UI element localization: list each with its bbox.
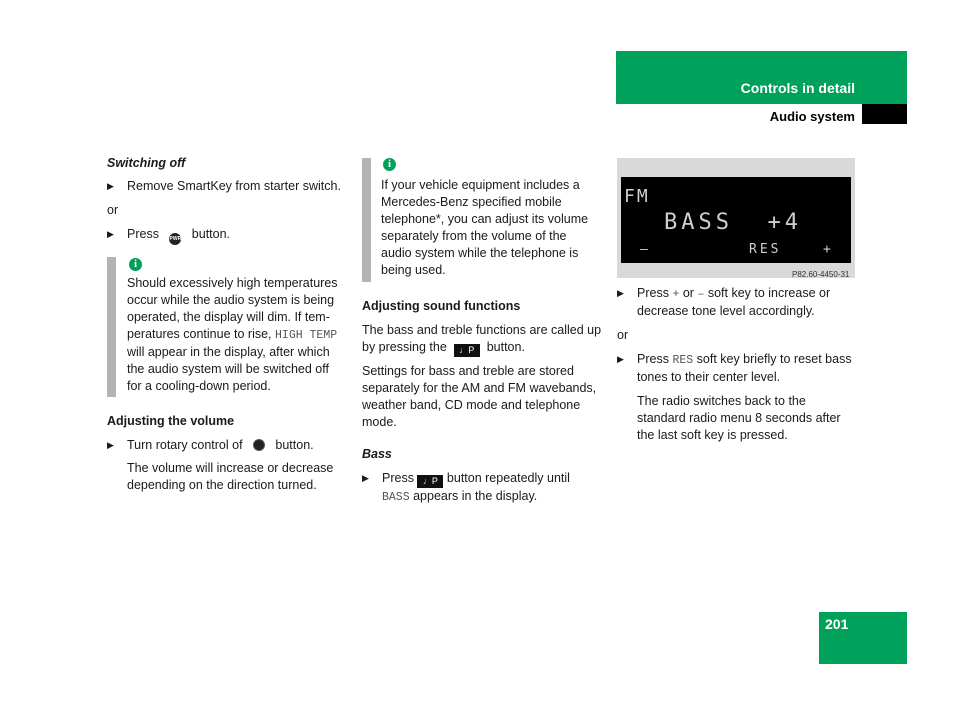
subsection-title: Audio system (769, 109, 855, 124)
display-band: FM (624, 186, 650, 207)
list-item: ▶ Press PWR button. (107, 226, 347, 245)
column-3-text (617, 285, 862, 444)
bullet-icon: ▶ (617, 354, 624, 364)
list-item: ▶ Press + or – soft key to increase or decrease tone level accordingly. (617, 286, 831, 318)
info-icon: i (383, 158, 396, 171)
volume-section (107, 413, 347, 494)
info-bar (362, 158, 371, 282)
display-message-bass: BASS (382, 491, 410, 504)
bullet-icon: ▶ (107, 229, 114, 239)
tone-button-icon: ♩P (417, 475, 443, 488)
or-text: or (617, 328, 629, 342)
info-note-telephone: If your vehicle equipment includes a Mercedes-Benz specified mobile telephone*, you can adjust its volume separately from the volume of the audio system while the telephone is being used. (381, 178, 589, 277)
bass-heading: Bass (362, 447, 392, 461)
display-message-res: RES (672, 354, 694, 367)
radio-note: The radio switches back to the standard radio menu 8 seconds after the last soft key is pressed. (637, 394, 841, 442)
bullet-icon: ▶ (107, 440, 114, 450)
list-item: ▶ Turn rotary control of button. (107, 438, 314, 452)
figure-caption: P82.60-4450-31 (792, 270, 850, 279)
page-number: 201 (825, 616, 849, 632)
section-title: Controls in detail (740, 80, 855, 96)
or-text: or (107, 203, 119, 217)
sound-heading: Adjusting sound functions (362, 299, 521, 313)
tone-button-icon: ♩P (454, 344, 480, 357)
display-softkey-res: RES (749, 242, 782, 257)
display-bass-value: BASS +4 (664, 210, 802, 235)
info-bar (107, 257, 116, 397)
sound-section: Adjusting sound functions The bass and treble functions are called up by pressing the ♩P button. Settings for bass and treble are stored separately for the AM and FM wavebands, weather band, CD mode and telephone mode. Bass ▶ Press ♩P button repeatedly until BASS appears in the display. (362, 298, 607, 506)
sound-paragraph: Settings for bass and treble are stored separately for the AM and FM wavebands, weather band, CD mode and telephone mode. (362, 364, 597, 429)
volume-heading: Adjusting the volume (107, 414, 235, 428)
bullet-icon: ▶ (107, 181, 114, 191)
bullet-icon: ▶ (617, 288, 624, 298)
list-item: ▶ Remove SmartKey from starter switch. (107, 179, 341, 193)
info-note-temperature: Should excessively high temperatures occur while the audio system is being operated, the display will dim. If tem- peratures continue to rise, HIGH TEMP will appear in the display, after which the audio system will be switched off for a cooling-down period. (127, 276, 338, 393)
list-item: ▶ Press RES soft key briefly to reset bass tones to their center level. (617, 352, 852, 384)
display-message-high-temp: HIGH TEMP (275, 329, 338, 342)
bullet-icon: ▶ (362, 473, 369, 483)
list-item: ▶ Press ♩P button repeatedly until BASS appears in the display. (362, 471, 570, 504)
switching-off-heading: Switching off (107, 156, 186, 170)
rotary-control-icon (253, 439, 265, 451)
display-softkey-minus: – (640, 242, 648, 257)
column-1 (107, 155, 347, 245)
info-icon: i (129, 258, 142, 271)
section-tab-marker (862, 104, 907, 124)
power-button-icon: PWR (169, 233, 181, 245)
volume-note: The volume will increase or decrease depending on the direction turned. (127, 461, 334, 492)
display-softkey-plus: + (823, 242, 831, 257)
